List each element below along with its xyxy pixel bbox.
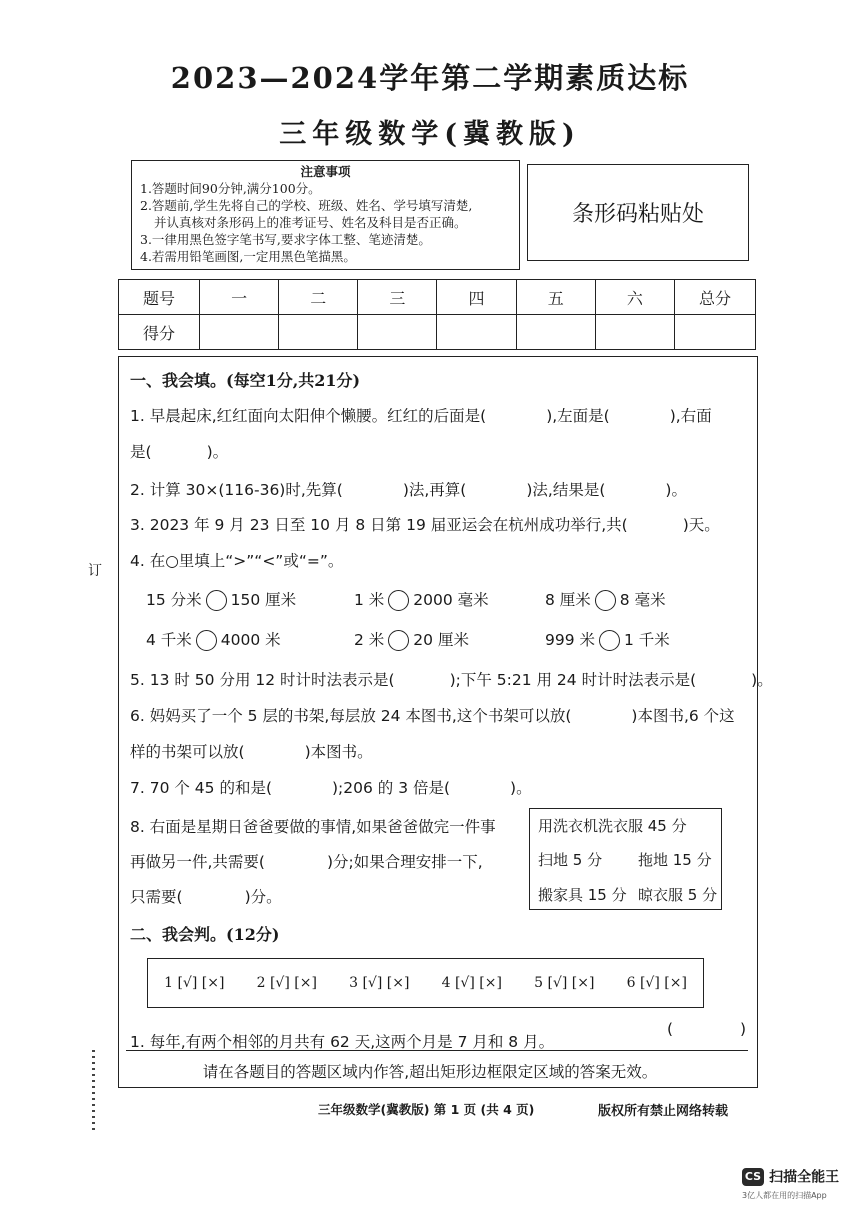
score-cell[interactable] bbox=[200, 315, 279, 350]
question-2: 2. 计算 30×(116-36)时,先算( )法,再算( )法,结果是( )。 bbox=[130, 481, 687, 499]
judge-question-1: 1. 每年,有两个相邻的月共有 62 天,这两个月是 7 月和 8 月。 bbox=[130, 1033, 555, 1051]
score-cell[interactable] bbox=[279, 315, 358, 350]
compare-item: 4 千米 4000 米 bbox=[146, 631, 281, 649]
compare-item: 2 米 20 厘米 bbox=[354, 631, 469, 649]
compare-item: 999 米 1 千米 bbox=[545, 631, 670, 649]
score-row bbox=[119, 315, 756, 350]
question-3: 3. 2023 年 9 月 23 日至 10 月 8 日第 19 届亚运会在杭州成功举行,共( )天。 bbox=[130, 516, 720, 534]
compare-item: 8 厘米 8 毫米 bbox=[545, 591, 666, 609]
notice-line: 并认真核对条形码上的准考证号、姓名及科目是否正确。 bbox=[154, 215, 467, 230]
row-label: 得分 bbox=[119, 315, 200, 350]
score-header: 六 bbox=[595, 280, 674, 315]
judge-paren-left: ( bbox=[667, 1020, 674, 1038]
chore-item: 晾衣服 5 分 bbox=[638, 886, 718, 904]
compare-circle[interactable] bbox=[388, 630, 409, 651]
judge-item[interactable]: 2 [√] [×] bbox=[256, 975, 317, 991]
question-4: 4. 在○里填上“>”“<”或“=”。 bbox=[130, 552, 344, 570]
score-cell[interactable] bbox=[595, 315, 674, 350]
compare-circle[interactable] bbox=[595, 590, 616, 611]
copyright-notice: 版权所有禁止网络转载 bbox=[598, 1104, 729, 1119]
judge-item[interactable]: 4 [√] [×] bbox=[441, 975, 502, 991]
chore-item: 搬家具 15 分 bbox=[538, 886, 627, 904]
notice-line: 2.答题前,学生先将自己的学校、班级、姓名、学号填写清楚, bbox=[140, 198, 473, 213]
question-8-cont: 只需要( )分。 bbox=[130, 888, 282, 906]
question-5: 5. 13 时 50 分用 12 时计时法表示是( );下午 5:21 用 24 时计时法表示是( )。 bbox=[130, 671, 773, 689]
notice-line: 1.答题时间90分钟,满分100分。 bbox=[140, 181, 321, 196]
question-1-cont: 是( )。 bbox=[130, 443, 229, 461]
binding-margin-dots bbox=[92, 1050, 95, 1130]
bottom-notice: 请在各题目的答题区域内作答,超出矩形边框限定区域的答案无效。 bbox=[202, 1063, 658, 1081]
score-cell[interactable] bbox=[516, 315, 595, 350]
row-label: 题号 bbox=[119, 280, 200, 315]
compare-circle[interactable] bbox=[388, 590, 409, 611]
margin-mark: 订 bbox=[88, 563, 102, 579]
judge-item[interactable]: 5 [√] [×] bbox=[534, 975, 595, 991]
chore-item: 用洗衣机洗衣服 45 分 bbox=[538, 817, 687, 835]
score-header: 四 bbox=[437, 280, 516, 315]
judge-item[interactable]: 3 [√] [×] bbox=[349, 975, 410, 991]
chore-item: 拖地 15 分 bbox=[638, 851, 712, 869]
barcode-paste-area bbox=[527, 164, 749, 261]
scanner-tagline: 3亿人都在用的扫描App bbox=[742, 1190, 827, 1200]
score-header: 二 bbox=[279, 280, 358, 315]
chores-box bbox=[529, 808, 722, 910]
section-2-title: 二、我会判。(12分) bbox=[130, 925, 280, 944]
compare-item: 1 米 2000 毫米 bbox=[354, 591, 489, 609]
question-8-cont: 再做另一件,共需要( )分;如果合理安排一下, bbox=[130, 853, 483, 871]
score-header: 一 bbox=[200, 280, 279, 315]
score-header: 五 bbox=[516, 280, 595, 315]
chore-item: 扫地 5 分 bbox=[538, 851, 603, 869]
section-1-title: 一、我会填。(每空1分,共21分) bbox=[130, 371, 361, 390]
compare-circle[interactable] bbox=[599, 630, 620, 651]
score-cell[interactable] bbox=[358, 315, 437, 350]
notice-line: 3.一律用黑色签字笔书写,要求字体工整、笔迹清楚。 bbox=[140, 232, 431, 247]
judge-paren-right: ) bbox=[740, 1020, 747, 1038]
compare-circle[interactable] bbox=[196, 630, 217, 651]
judge-item[interactable]: 6 [√] [×] bbox=[626, 975, 687, 991]
question-1: 1. 早晨起床,红红面向太阳伸个懒腰。红红的后面是( ),左面是( ),右面 bbox=[130, 407, 712, 425]
judge-item[interactable]: 1 [√] [×] bbox=[164, 975, 225, 991]
question-8: 8. 右面是星期日爸爸要做的事情,如果爸爸做完一件事 bbox=[130, 818, 496, 836]
compare-item: 15 分米 150 厘米 bbox=[146, 591, 297, 609]
scanner-app-name: 扫描全能王 bbox=[769, 1169, 840, 1186]
score-cell[interactable] bbox=[437, 315, 516, 350]
question-6-cont: 样的书架可以放( )本图书。 bbox=[130, 743, 373, 761]
scanner-logo-icon: CS bbox=[742, 1168, 764, 1186]
compare-circle[interactable] bbox=[206, 590, 227, 611]
notice-heading: 注意事项 bbox=[300, 164, 351, 179]
score-header-row bbox=[119, 280, 756, 315]
score-header: 三 bbox=[358, 280, 437, 315]
score-table bbox=[118, 279, 756, 350]
scanner-watermark bbox=[742, 1166, 839, 1201]
notice-line: 4.若需用铅笔画图,一定用黑色笔描黑。 bbox=[140, 249, 356, 264]
judge-answer-box bbox=[147, 958, 704, 1008]
notice-box bbox=[131, 160, 520, 270]
question-7: 7. 70 个 45 的和是( );206 的 3 倍是( )。 bbox=[130, 779, 532, 797]
exam-title: 2023—2024学年第二学期素质达标 bbox=[170, 61, 690, 95]
score-header: 总分 bbox=[675, 280, 756, 315]
exam-subtitle: 三年级数学(冀教版) bbox=[279, 119, 581, 150]
barcode-label: 条形码粘贴处 bbox=[571, 202, 704, 227]
question-6: 6. 妈妈买了一个 5 层的书架,每层放 24 本图书,这个书架可以放( )本图书,6 个这 bbox=[130, 707, 735, 725]
score-cell[interactable] bbox=[675, 315, 756, 350]
page-info: 三年级数学(冀教版) 第 1 页 (共 4 页) bbox=[318, 1102, 535, 1117]
